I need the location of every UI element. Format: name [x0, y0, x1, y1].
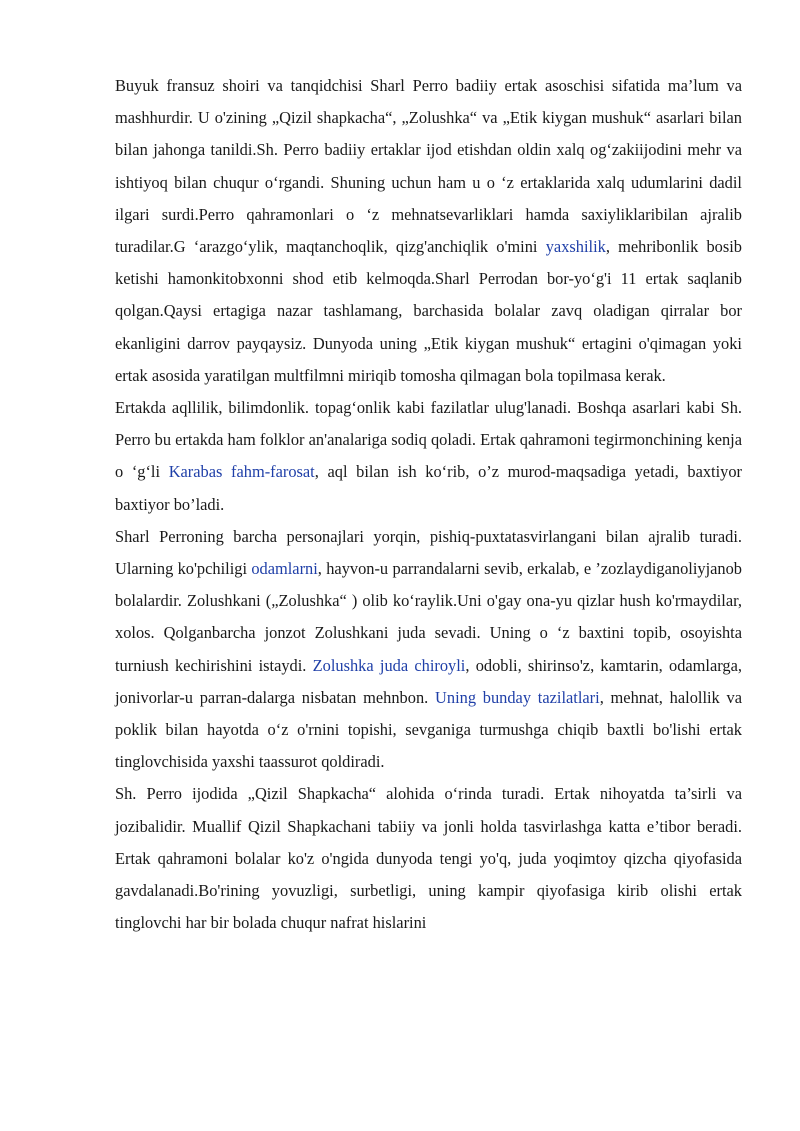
- text-segment: Sh. Perro ijodida „Qizil Shapkacha“ alohida o‘rinda turadi. Ertak nihoyatda ta’sirli va jozibalidir. Muallif Qizil Shapkachani tabiiy va jonli holda tasvirlashga katta e’tibor beradi. Ertak qahramoni bolalar ko'z o'ngida dunyoda tengi yo'q, juda yoqimtoy qizcha qiyofasida gavdalanadi.Bo'rining yovuzligi, surbetligi, uning kampir qiyofasiga kirib olishi ertak tinglovchi har bir bolada chuqur nafrat hislarini: [115, 784, 742, 933]
- link-karabas-fahm-farosat[interactable]: Karabas fahm-farosat: [168, 462, 315, 482]
- paragraph-zolushka: [115, 521, 742, 779]
- text-segment: , odobli, shirinso'z, kamtarin, odamlarga, jonivorlar-u parran-dalarga nisbatan mehnbon.: [115, 655, 742, 707]
- text-segment: Buyuk fransuz shoiri va tanqidchisi Sharl Perro badiiy ertak asoschisi sifatida ma’lum va mashhurdir. U o'zining „Qizil shapkacha“, „Zolushka“ va „Etik kiygan mushuk“ asarlari bilan bilan jahonga tanildi.Sh. Perro badiiy ertaklar ijod etishdan oldin xalq og‘zakiijodini mehr va ishtiyoq bilan chuqur o‘rgandi. Shuning uchun ham u o ‘z ertaklarida xalq udumlarini dadil ilgari surdi.Perro qahramonlari o ‘z mehnatsevarliklari hamda saxiyliklaribilan ajralib turadilar.G ‘arazgo‘ylik, maqtanchoqlik, qizg'anchiqlik o'mini: [115, 76, 742, 257]
- text-segment: Ertakda aqllilik, bilimdonlik. topag‘onlik kabi fazilatlar ulug'lanadi. Boshqa asarlari kabi Sh. Perro bu ertakda ham folklor an'analariga sodiq qoladi. Ertak qahramoni tegirmonchining kenja o ‘g‘li: [115, 398, 742, 482]
- link-odamlarni[interactable]: odamlarni: [251, 559, 318, 579]
- link-yaxshilik[interactable]: yaxshilik: [545, 237, 606, 257]
- text-segment: , hayvon-u parrandalarni sevib, erkalab, e ’zozlaydiganoliyjanob bolalardir. Zolushkani („Zolushka“ ) olib ko‘raylik.Uni o'gay ona-yu qizlar hush ko'rmaydilar, xolos. Qolganbarcha jonzot Zolushkani juda sevadi. Uning o ‘z baxtini topib, osoyishta turniush kechirishini istaydi.: [115, 559, 742, 675]
- paragraph-perro-intro: [115, 70, 742, 392]
- text-segment: , aql bilan ish ko‘rib, o’z murod-maqsadiga yetadi, baxtiyor baxtiyor bo’ladi.: [115, 462, 742, 514]
- link-uning-bunday-tazilatlari[interactable]: Uning bunday tazilatlari: [435, 687, 600, 707]
- text-segment: , mehribonlik bosib ketishi hamonkitobxonni shod etib kelmoqda.Sharl Perrodan bor-yo‘g'i 11 ertak saqlanib qolgan.Qaysi ertagiga nazar tashlamang, barchasida bolalar zavq oladigan qirralar bor ekanligini darrov payqaysiz. Dunyoda uning „Etik kiygan mushuk“ ertagini o'qimagan yoki ertak asosida yaratilgan multfilmni miriqib tomosha qilmagan bola topilmasa kerak.: [115, 237, 743, 385]
- text-segment: Sharl Perroning barcha personajlari yorqin, pishiq-puxtatasvirlangani bilan ajralib turadi. Ularning ko'pchiligi: [115, 526, 742, 579]
- paragraph-etik-kiygan-mushuk: [115, 392, 742, 521]
- text-segment: , mehnat, halollik va poklik bilan hayotda o‘z o'rnini topishi, sevganiga turmushga chiqib baxtli bo'lishi ertak tinglovchisida yaxshi taassurot qoldiradi.: [115, 687, 742, 772]
- link-zolushka-juda-chiroyli[interactable]: Zolushka juda chiroyli: [312, 655, 466, 675]
- paragraph-qizil-shapkacha: [115, 778, 742, 939]
- document-page: [115, 70, 742, 939]
